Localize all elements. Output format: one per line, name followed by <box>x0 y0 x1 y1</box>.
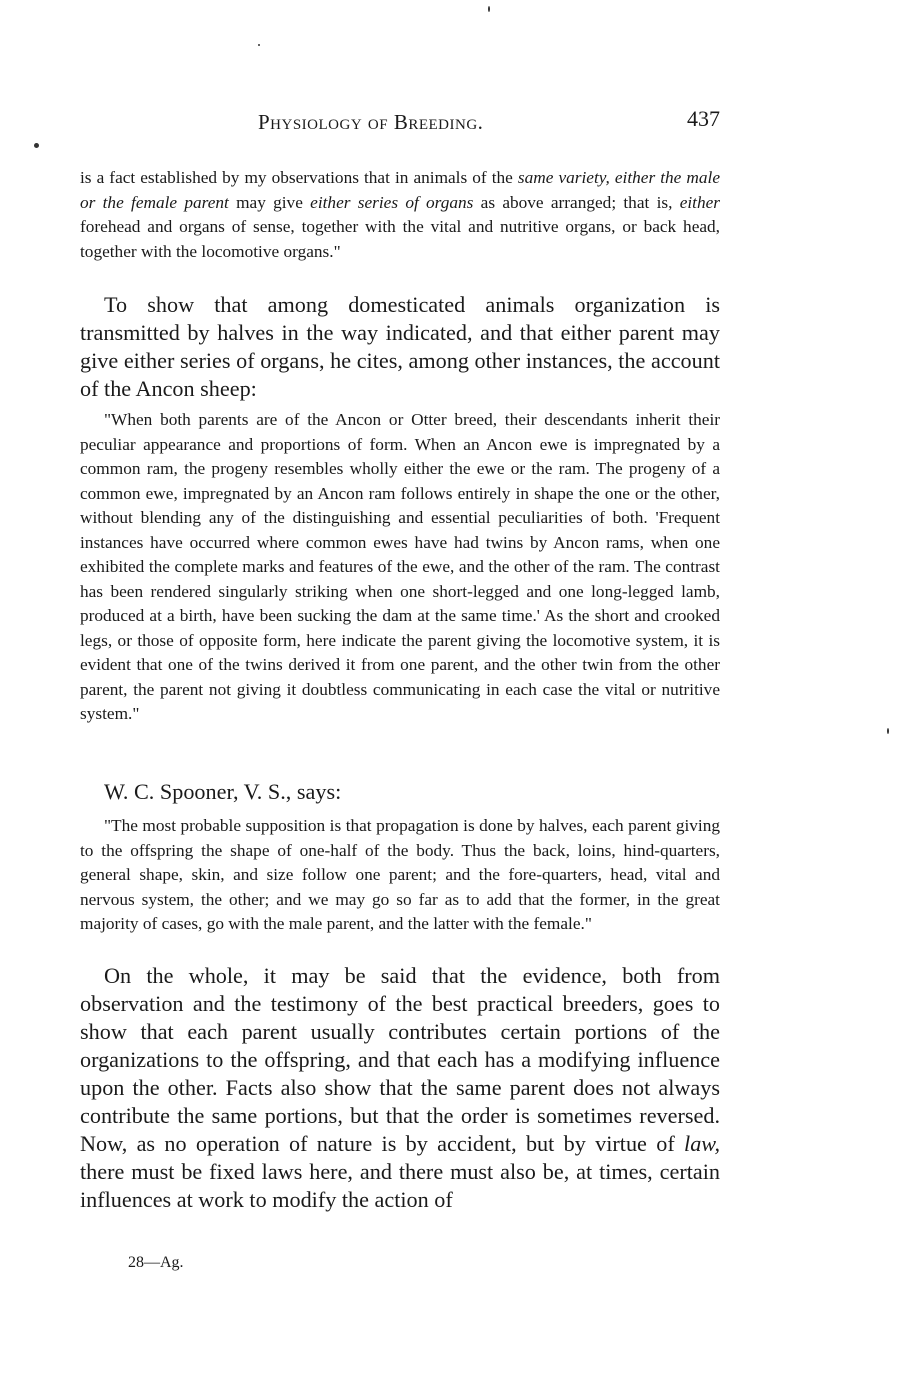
block-quote-spooner: "The most probable supposition is that propagation is done by halves, each parent giving to the offspring the shape of one-half of the body. Thus the back, loins, hind-quarters, general shape, skin, and size follow one parent; and the fore-quarters, head, vital and nervous system, the other; and we may go so far as to add that the former, in the great majority of cases, go with the male parent, and the latter with the female." <box>80 816 720 933</box>
page-number: 437 <box>687 106 720 131</box>
body-paragraph-conclusion: On the whole, it may be said that the evidence, both from observation and the testimony of the best practical breeders, goes to show that each parent usually contributes certain portions of the organizations to the offspring, and that each has a modifying influence upon the other. Facts also show that the same parent does not always contribute the same portions, but that the order is sometimes reversed. Now, as no operation of nature is by accident, but by virtue of law, there must be fixed laws here, and there must also be, at times, certain influences at work to modify the action of <box>80 963 720 1212</box>
page-title: Physiology of Breeding. <box>258 110 484 134</box>
ink-speck <box>258 44 260 46</box>
ink-speck <box>887 728 889 734</box>
ink-speck <box>34 143 39 148</box>
spooner-attribution: W. C. Spooner, V. S., says: <box>104 779 342 804</box>
block-quote-ancon-sheep: "When both parents are of the Ancon or Otter breed, their descendants inherit their peculiar appearance and proportions of form. When an Ancon ewe is impregnated by a common ram, the progeny resembles wholly either the ewe or the ram. The progeny of a common ewe, impregnated by an Ancon ram follows entirely in shape the one or the other, without blending any of the distinguishing and essential peculiarities of both. 'Frequent instances have occurred where common ewes have had twins by Ancon rams, when one exhibited the complete marks and features of the ewe, and the other of the ram. The contrast has been rendered singularly striking when one short-legged and one long-legged lamb, produced at a birth, have been sucking the dam at the same time.' As the short and crooked legs, or those of opposite form, here indicate the parent giving the locomotive system, it is evident that one of the twins derived it from one parent, and the other twin from the other parent, the parent not giving it doubtless communicating in each case the vital or nutritive system." <box>80 410 720 723</box>
signature-mark: 28—Ag. <box>128 1254 184 1271</box>
ink-speck <box>488 6 490 12</box>
body-paragraph-ancon-intro: To show that among domesticated animals organization is transmitted by halves in the way indicated, and that either parent may give either series of organs, he cites, among other instances, the account of the Ancon sheep: <box>80 292 720 401</box>
continued-quote-paragraph: is a fact established by my observations that in animals of the same variety, either the male or the female parent may give either series of organs as above arranged; that is, either forehead and organs of sense, together with the vital and nutritive organs, or back head, together with the locomotive organs." <box>80 168 720 261</box>
